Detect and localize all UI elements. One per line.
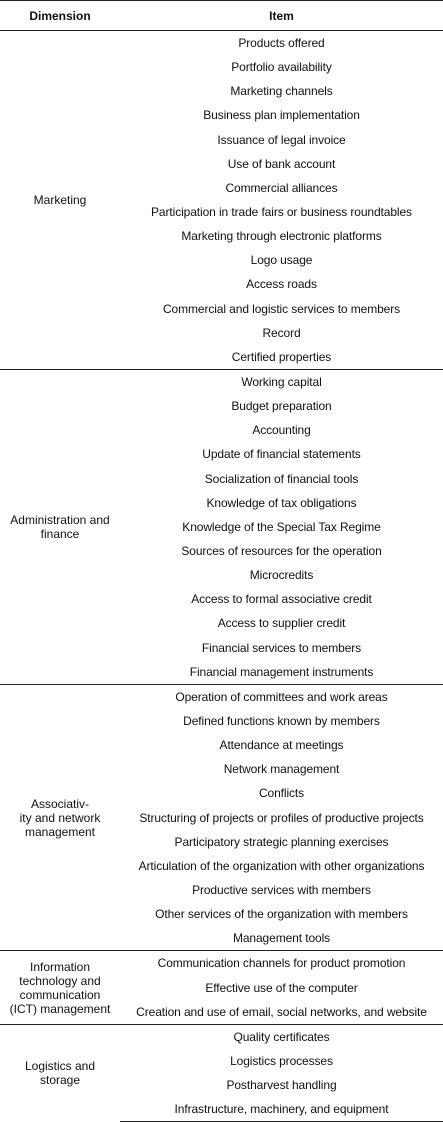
item-cell: Budget preparation xyxy=(231,399,332,414)
item-cell: Postharvest handling xyxy=(226,1078,337,1093)
item-cell: Accounting xyxy=(252,423,311,438)
table-row xyxy=(0,31,443,56)
item-cell: Access to formal associative credit xyxy=(191,592,372,607)
table-row xyxy=(0,951,443,976)
item-cell: Communication channels for product promotion xyxy=(120,951,443,976)
dimension-column-header: Dimension xyxy=(0,1,120,31)
dimension-cell: Logistics and storage xyxy=(0,1024,120,1122)
item-column-header: Item xyxy=(120,1,443,31)
item-cell: Working capital xyxy=(120,369,443,394)
item-cell: Quality certificates xyxy=(120,1024,443,1049)
dimension-cell: Associativ- ity and network management xyxy=(0,684,120,951)
table-row xyxy=(0,369,443,394)
item-cell: Socialization of financial tools xyxy=(204,471,359,486)
dimension-cell: Marketing xyxy=(0,31,120,370)
item-cell: Update of financial statements xyxy=(202,447,361,462)
dimension-cell: Administration and finance xyxy=(0,369,120,684)
dimension-cell: Information technology and communication (ICT) management xyxy=(0,951,120,1024)
item-cell: Structuring of projects or profiles of productive projects xyxy=(139,810,424,825)
item-cell: Effective use of the computer xyxy=(205,980,358,995)
table-row xyxy=(0,1024,443,1049)
item-cell: Network management xyxy=(223,762,340,777)
item-cell: Management tools xyxy=(232,931,331,946)
table-row xyxy=(0,684,443,709)
item-cell: Financial services to members xyxy=(201,640,362,655)
item-cell: Articulation of the organization with other organizations xyxy=(138,858,425,873)
item-cell: Commercial alliances xyxy=(225,180,338,195)
item-cell: Business plan implementation xyxy=(203,108,360,123)
item-cell: Attendance at meetings xyxy=(219,738,344,753)
item-cell: Operation of committees and work areas xyxy=(120,684,443,709)
item-cell: Issuance of legal invoice xyxy=(217,132,346,147)
item-cell: Participatory strategic planning exercises xyxy=(174,834,389,849)
item-cell: Logo usage xyxy=(250,253,313,268)
item-cell: Use of bank account xyxy=(227,156,336,171)
item-cell: Access roads xyxy=(246,277,317,292)
item-cell: Logistics processes xyxy=(230,1053,333,1068)
item-cell: Microcredits xyxy=(249,568,314,583)
item-cell: Defined functions known by members xyxy=(183,714,380,728)
item-cell: Sources of resources for the operation xyxy=(181,544,382,559)
item-cell: Conflicts xyxy=(258,786,305,801)
header-row xyxy=(0,1,443,31)
item-cell: Knowledge of the Special Tax Regime xyxy=(182,519,381,534)
item-cell: Knowledge of tax obligations xyxy=(206,495,357,510)
item-cell: Marketing through electronic platforms xyxy=(181,229,382,244)
item-cell: Products offered xyxy=(120,31,443,56)
item-cell: Participation in trade fairs or business roundtables xyxy=(151,205,412,220)
table-body xyxy=(0,31,443,1122)
item-cell: Infrastructure, machinery, and equipment xyxy=(120,1097,443,1122)
item-cell: Commercial and logistic services to members xyxy=(162,301,401,316)
item-cell: Portfolio availability xyxy=(231,60,332,75)
item-cell: Other services of the organization with members xyxy=(155,907,408,922)
item-cell: Financial management instruments xyxy=(189,664,374,679)
item-cell: Record xyxy=(262,325,301,340)
item-cell: Certified properties xyxy=(231,349,332,364)
item-cell: Creation and use of email, social networks, and website xyxy=(136,1004,427,1019)
item-cell: Productive services with members xyxy=(192,882,371,897)
item-cell: Marketing channels xyxy=(230,84,333,99)
item-cell: Access to supplier credit xyxy=(217,616,346,631)
